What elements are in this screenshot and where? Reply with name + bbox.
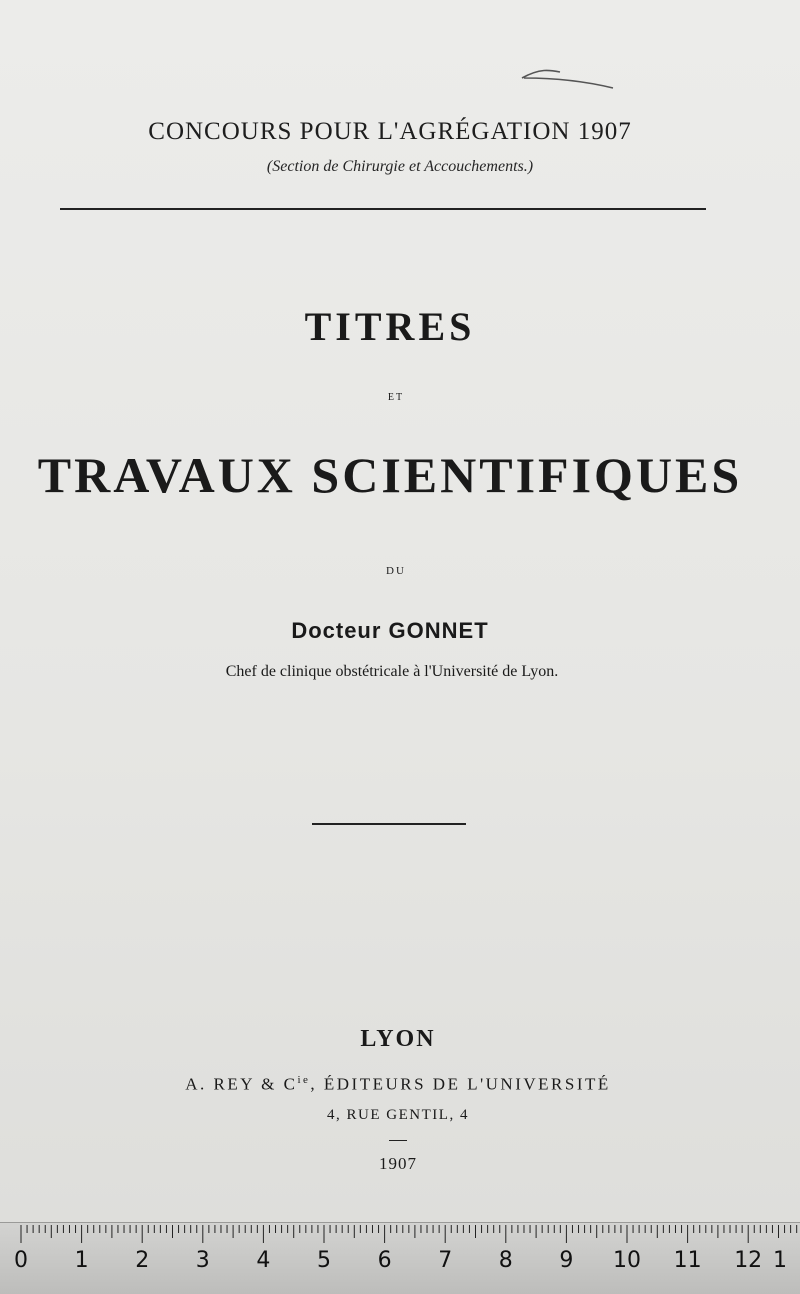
ruler-label: 11 bbox=[673, 1248, 702, 1273]
pencil-mark bbox=[520, 66, 615, 90]
ruler-label: 9 bbox=[559, 1248, 574, 1273]
top-divider bbox=[60, 208, 706, 210]
publisher-suffix: , ÉDITEURS DE L'UNIVERSITÉ bbox=[310, 1074, 611, 1094]
ruler-label: 5 bbox=[317, 1248, 331, 1273]
imprint-dash bbox=[389, 1140, 407, 1141]
imprint-publisher bbox=[8, 1074, 788, 1095]
ruler-label: 0 bbox=[14, 1248, 28, 1273]
ruler-label: 10 bbox=[613, 1248, 641, 1273]
ruler-label: 1 bbox=[773, 1248, 787, 1273]
imprint-address: 4, RUE GENTIL, 4 bbox=[327, 1107, 469, 1123]
ruler-label: 4 bbox=[256, 1248, 271, 1273]
author-preposition: DU bbox=[386, 565, 406, 577]
ruler-label: 3 bbox=[195, 1248, 210, 1273]
contest-heading: CONCOURS POUR L'AGRÉGATION 1907 bbox=[148, 118, 632, 145]
section-subheading: (Section de Chirurgie et Accouchements.) bbox=[266, 158, 534, 175]
title-line-1: TITRES bbox=[304, 304, 476, 349]
title-line-2: TRAVAUX SCIENTIFIQUES bbox=[37, 447, 743, 503]
ruler-label: 2 bbox=[135, 1248, 150, 1273]
middle-divider bbox=[312, 823, 466, 825]
ruler-label: 6 bbox=[377, 1248, 392, 1273]
imprint-year: 1907 bbox=[379, 1154, 417, 1173]
publisher-superscript: ie bbox=[297, 1074, 311, 1086]
author-name: Docteur GONNET bbox=[291, 618, 489, 643]
ruler-label: 12 bbox=[734, 1248, 763, 1273]
publisher-prefix: A. REY & C bbox=[185, 1074, 298, 1094]
author-affiliation: Chef de clinique obstétricale à l'Université de Lyon. bbox=[225, 663, 559, 680]
ruler-label: 7 bbox=[438, 1248, 453, 1273]
ruler-label: 1 bbox=[74, 1248, 89, 1273]
imprint-city: LYON bbox=[360, 1026, 436, 1052]
ruler-label: 8 bbox=[498, 1248, 513, 1273]
title-conjunction: ET bbox=[387, 392, 405, 403]
